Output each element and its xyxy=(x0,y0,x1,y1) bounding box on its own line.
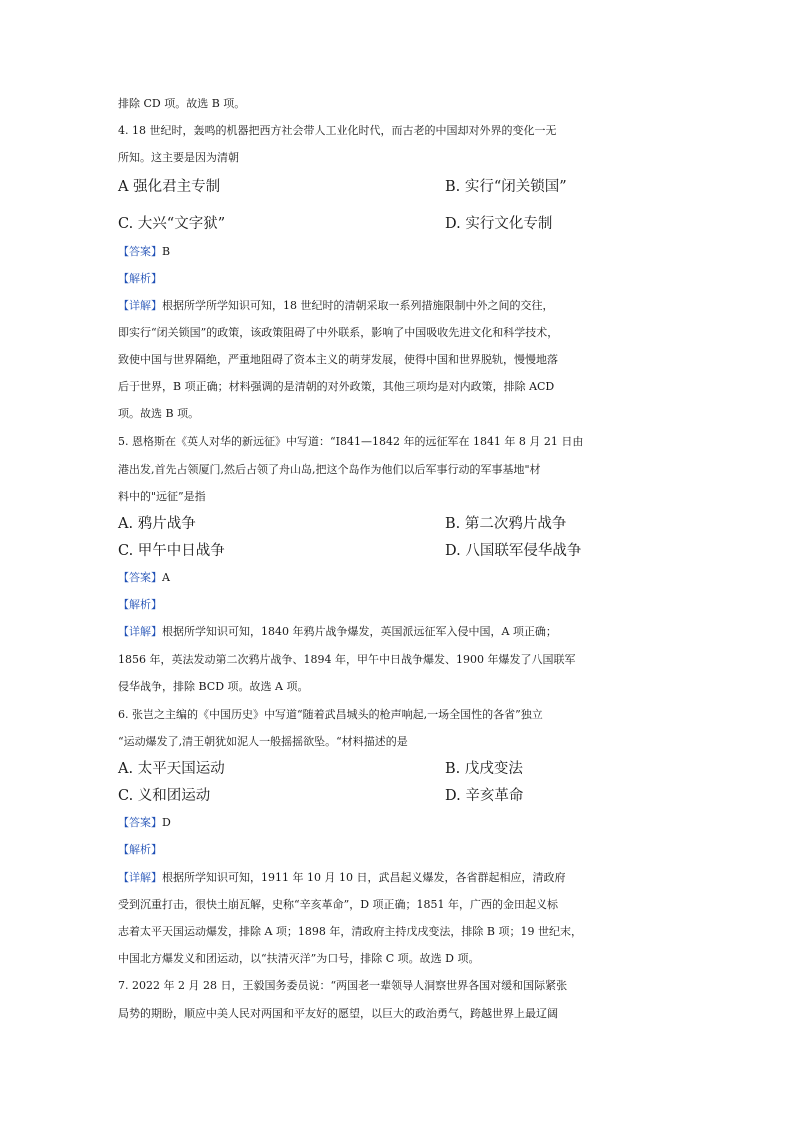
q5-option-d: D. 八国联军侵华战争 xyxy=(445,543,582,559)
q6-stem-line-1: 6. 张岂之主编的《中国历史》中写道“随着武昌城头的枪声响起,一场全国性的各省”独立 xyxy=(118,708,543,721)
q5-stem-line-2: 港出发,首先占领厦门,然后占领了舟山岛,把这个岛作为他们以后军事行动的军事基地"材 xyxy=(118,463,541,476)
q6-option-b: B. 戊戌变法 xyxy=(445,761,523,777)
answer-tag: 【答案】 xyxy=(118,571,162,584)
q6-detail-line-3: 志着太平天国运动爆发，排除 A 项；1898 年，清政府主持戊戌变法，排除 B 项；19 世纪末， xyxy=(118,925,582,938)
q4-analysis-tag: 【解析】 xyxy=(118,272,162,285)
q6-detail-text-1: 根据所学知识可知，1911 年 10 月 10 日，武昌起义爆发，各省群起相应，清政府 xyxy=(162,871,566,884)
q4-option-c: C. 大兴“文字狱” xyxy=(118,216,226,232)
q7-stem-line-2: 局势的期盼，顺应中美人民对两国和平友好的愿望，以巨大的政治勇气，跨越世界上最辽阔 xyxy=(118,1007,558,1020)
q4-detail-line-3: 致使中国与世界隔绝，严重地阻碍了资本主义的萌芽发展，使得中国和世界脱轨，慢慢地落 xyxy=(118,353,558,366)
q5-detail-line-2: 1856 年，英法发动第二次鸦片战争、1894 年，甲午中日战争爆发、1900 年爆发了八国联军 xyxy=(118,653,576,666)
answer-tag: 【答案】 xyxy=(118,816,162,829)
q4-option-a: A 强化君主专制 xyxy=(118,179,221,195)
q4-detail-line-4: 后于世界，B 项正确；材料强调的是清朝的对外政策，其他三项均是对内政策，排除 ACD xyxy=(118,380,555,393)
q6-answer-value: D xyxy=(162,816,171,829)
q7-stem-line-1: 7. 2022 年 2 月 28 日，王毅国务委员说：“两国老一辈领导人洞察世界各国对缓和国际紧张 xyxy=(118,979,568,992)
preamble-text: 排除 CD 项。故选 B 项。 xyxy=(118,97,246,110)
q5-detail-line-3: 侵华战争，排除 BCD 项。故选 A 项。 xyxy=(118,680,309,693)
q4-detail-line-1 xyxy=(118,296,678,316)
q5-answer-value: A xyxy=(162,571,170,584)
q4-answer-row xyxy=(118,242,678,262)
q4-stem-line-2: 所知。这主要是因为清朝 xyxy=(118,151,239,164)
q4-stem-line-1: 4. 18 世纪时，轰鸣的机器把西方社会带人工业化时代，而古老的中国却对外界的变化一无 xyxy=(118,124,557,137)
q6-option-a: A. 太平天国运动 xyxy=(118,761,225,777)
q6-option-c: C. 义和团运动 xyxy=(118,788,211,804)
q4-detail-text-1: 根据所学所学知识可知，18 世纪时的清朝采取一系列措施限制中外之间的交往， xyxy=(162,299,554,312)
q6-answer-row xyxy=(118,813,678,833)
q6-detail-line-4: 中国北方爆发义和团运动，以“扶清灭洋”为口号，排除 C 项。故选 D 项。 xyxy=(118,952,480,965)
q5-stem-line-1: 5. 恩格斯在《英人对华的新远征》中写道：“I841—1842 年的远征军在 1841 年 8 月 21 日由 xyxy=(118,435,584,448)
q6-option-d: D. 辛亥革命 xyxy=(445,788,524,804)
q5-option-c: C. 甲午中日战争 xyxy=(118,543,225,559)
q5-analysis-tag: 【解析】 xyxy=(118,598,162,611)
q5-stem-line-3: 料中的"远征”是指 xyxy=(118,490,206,503)
q4-option-b: B. 实行“闭关锁国” xyxy=(445,179,567,195)
q5-detail-text-1: 根据所学知识可知，1840 年鸦片战争爆发，英国派远征军入侵中国，A 项正确； xyxy=(162,625,557,638)
q6-detail-line-2: 受到沉重打击，很快土崩瓦解，史称“辛亥革命”，D 项正确；1851 年，广西的金田起义标 xyxy=(118,898,559,911)
q5-option-b: B. 第二次鸦片战争 xyxy=(445,516,567,532)
q4-option-d: D. 实行文化专制 xyxy=(445,216,553,232)
q6-detail-line-1 xyxy=(118,868,678,888)
answer-tag: 【答案】 xyxy=(118,245,162,258)
q5-answer-row xyxy=(118,568,678,588)
detail-tag: 【详解】 xyxy=(118,625,162,638)
detail-tag: 【详解】 xyxy=(118,871,162,884)
q4-detail-line-5: 项。故选 B 项。 xyxy=(118,407,200,420)
q6-analysis-tag: 【解析】 xyxy=(118,843,162,856)
q5-detail-line-1 xyxy=(118,622,678,642)
q4-answer-value: B xyxy=(162,245,171,258)
q4-detail-line-2: 即实行“闭关锁国”的政策，该政策阻碍了中外联系，影响了中国吸收先进文化和科学技术， xyxy=(118,326,559,339)
q6-stem-line-2: “运动爆发了,清王朝犹如泥人一般摇摇欲坠。“材料描述的是 xyxy=(118,735,408,748)
q5-option-a: A. 鸦片战争 xyxy=(118,516,196,532)
detail-tag: 【详解】 xyxy=(118,299,162,312)
